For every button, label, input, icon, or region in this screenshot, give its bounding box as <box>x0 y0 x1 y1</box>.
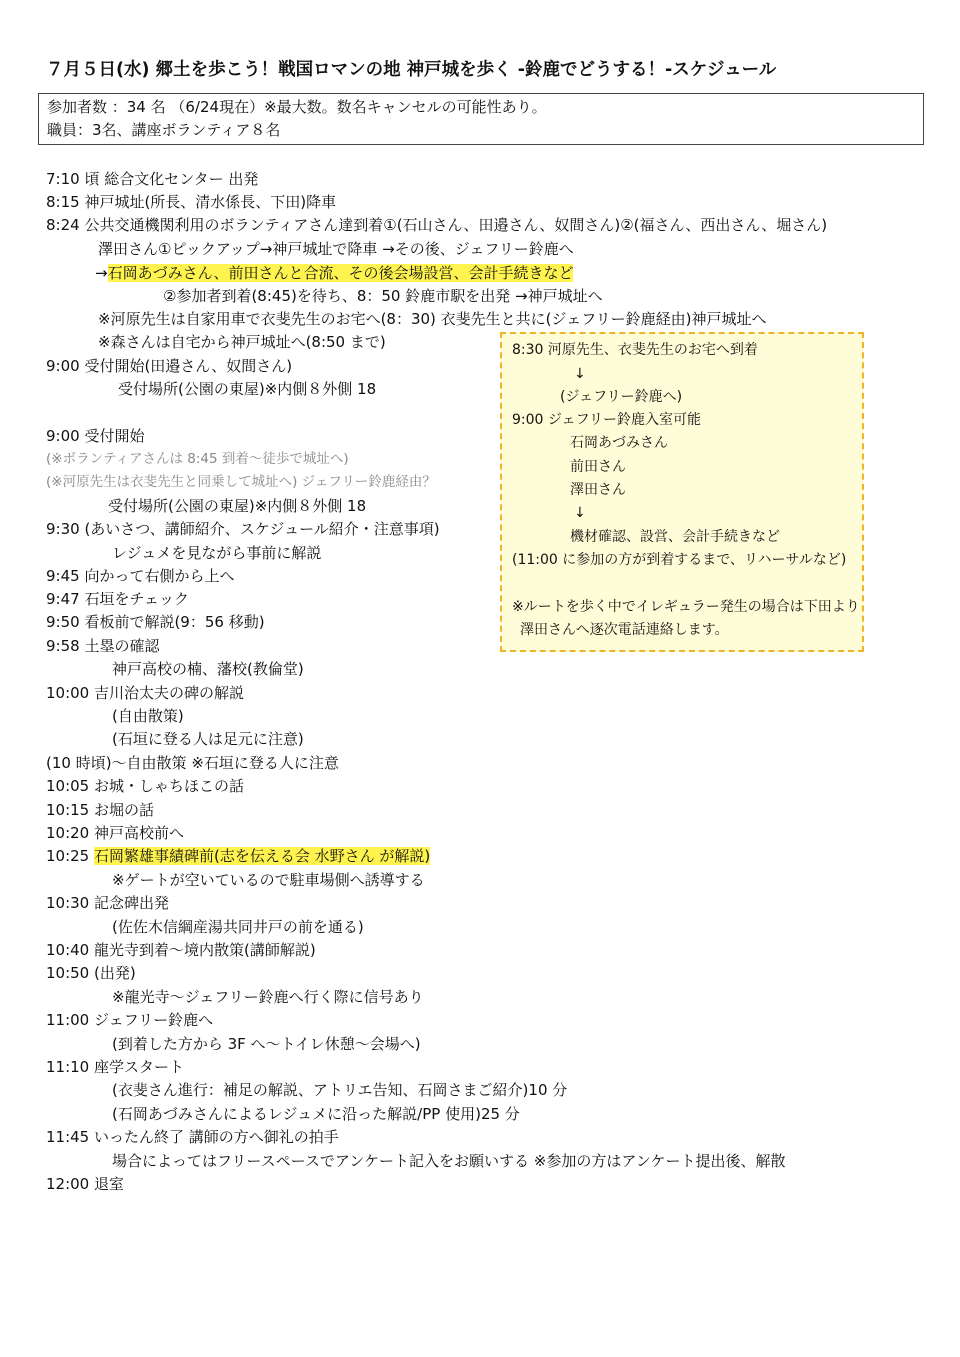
schedule-line: 澤田さん①ピックアップ→神戸城址で降車 →その後、ジェフリー鈴鹿へ <box>98 240 574 258</box>
note-line: (11:00 に参加の方が到着するまで、リハーサルなど) <box>512 552 847 568</box>
info-box <box>38 93 924 145</box>
schedule-line: (10 時頃)～自由散策 ※石垣に登る人に注意 <box>46 754 339 772</box>
schedule-line: ※河原先生は自家用車で衣斐先生のお宅へ(8：30) 衣斐先生と共に(ジェフリー鈴鹿経由)神戸城址へ <box>98 310 767 328</box>
schedule-line: 10:20 神戸高校前へ <box>46 824 184 842</box>
down-arrow: ↓ <box>574 505 586 521</box>
schedule-line: 受付場所(公園の東屋)※内側８外側 18 <box>108 497 367 515</box>
schedule-line: 12:00 退室 <box>46 1175 124 1193</box>
schedule-line: 9:30 (あいさつ、講師紹介、スケジュール紹介・注意事項) <box>46 520 440 538</box>
note-line: (ジェフリー鈴鹿へ) <box>560 389 683 405</box>
schedule-line: 9:00 受付開始(田邉さん、奴間さん) <box>46 357 293 375</box>
page-title: ７月５日(水) 郷土を歩こう！戦国ロマンの地 神戸城を歩く -鈴鹿でどうする！-スケジュール <box>46 60 777 80</box>
schedule-line: 11:00 ジェフリー鈴鹿へ <box>46 1011 214 1029</box>
note-line: 9:00 ジェフリー鈴鹿入室可能 <box>512 412 702 428</box>
schedule-line: 10:00 吉川治太夫の碑の解説 <box>46 684 244 702</box>
schedule-line: (到着した方から 3F へ～トイレ休憩～会場へ) <box>112 1035 421 1053</box>
schedule-line: レジュメを見ながら事前に解説 <box>112 544 322 562</box>
side-note-box <box>500 332 864 652</box>
schedule-line: (衣斐さん進行：補足の解説、アトリエ告知、石岡さまご紹介)10 分 <box>112 1081 568 1099</box>
note-line: 機材確認、設営、会計手続きなど <box>570 529 780 545</box>
schedule-line: 10:30 記念碑出発 <box>46 894 169 912</box>
schedule-line: 8:15 神戸城址(所長、清水係長、下田)降車 <box>46 193 337 211</box>
schedule-line: (※ボランティアさんは 8:45 到着～徒歩で城址へ) <box>46 451 349 467</box>
schedule-line <box>46 846 430 866</box>
schedule-line: (自由散策) <box>112 707 184 725</box>
schedule-line: 9:00 受付開始 <box>46 427 145 445</box>
schedule-line: 9:47 石垣をチェック <box>46 590 190 608</box>
note-line: 石岡あづみさん <box>570 435 668 451</box>
schedule-line: ※森さんは自宅から神戸城址へ(8:50 まで) <box>98 333 386 351</box>
schedule-line: 9:58 土塁の確認 <box>46 637 160 655</box>
schedule-line: 9:50 看板前で解説(9：56 移動) <box>46 613 265 631</box>
schedule-line: 11:10 座学スタート <box>46 1058 184 1076</box>
schedule-line: 10:05 お城・しゃちほこの話 <box>46 777 244 795</box>
schedule-line: 11:45 いったん終了 講師の方へ御礼の拍手 <box>46 1128 339 1146</box>
schedule-line: 10:40 龍光寺到着～境内散策(講師解説) <box>46 941 316 959</box>
schedule-line: (石岡あづみさんによるレジュメに沿った解説/PP 使用)25 分 <box>112 1105 520 1123</box>
highlighted-text: 石岡繁雄事績碑前(志を伝える会 水野さん が解説) <box>94 847 431 865</box>
note-line: 前田さん <box>570 459 626 475</box>
schedule-line: (佐佐木信綱産湯共同井戸の前を通る) <box>112 918 364 936</box>
schedule-line: 神戸高校の楠、藩校(教倫堂) <box>112 660 304 678</box>
staff-count: 職員：3名、講座ボランティア８名 <box>47 121 281 139</box>
schedule-line: 10:50 (出発) <box>46 964 136 982</box>
time: 10:25 <box>46 847 94 865</box>
schedule-line: 受付場所(公園の東屋)※内側８外側 18 <box>118 380 377 398</box>
note-line: ※ルートを歩く中でイレギュラー発生の場合は下田より <box>512 599 860 615</box>
note-line: 8:30 河原先生、衣斐先生のお宅へ到着 <box>512 342 758 358</box>
schedule-line: 10:15 お堀の話 <box>46 801 154 819</box>
schedule-line: ※龍光寺～ジェフリー鈴鹿へ行く際に信号あり <box>112 988 424 1006</box>
schedule-line <box>95 263 573 283</box>
schedule-line: ②参加者到着(8:45)を待ち、8：50 鈴鹿市駅を出発 →神戸城址へ <box>163 287 603 305</box>
schedule-line: (※河原先生は衣斐先生と同乗して城址へ) ジェフリー鈴鹿経由？ <box>46 474 436 490</box>
schedule-line: (石垣に登る人は足元に注意) <box>112 730 304 748</box>
highlighted-text: 石岡あづみさん、前田さんと合流、その後会場設営、会計手続きなど <box>107 264 574 282</box>
note-line: 澤田さん <box>570 482 626 498</box>
note-line: 澤田さんへ逐次電話連絡します。 <box>520 622 729 638</box>
arrow: → <box>95 264 108 282</box>
schedule-line: 場合によってはフリースペースでアンケート記入をお願いする ※参加の方はアンケート提出後、解散 <box>112 1152 786 1170</box>
schedule-line: 9:45 向かって右側から上へ <box>46 567 235 585</box>
schedule-line: 8:24 公共交通機関利用のボランティアさん達到着①(石山さん、田邉さん、奴間さん)②(福さん、西出さん、堀さん) <box>46 216 828 234</box>
participants-count: 参加者数 ：34 名 （6/24現在）※最大数。数名キャンセルの可能性あり。 <box>47 98 547 116</box>
schedule-line: 7:10 頃 総合文化センター 出発 <box>46 170 259 188</box>
schedule-line: ※ゲートが空いているので駐車場側へ誘導する <box>112 871 425 889</box>
down-arrow: ↓ <box>574 366 586 382</box>
